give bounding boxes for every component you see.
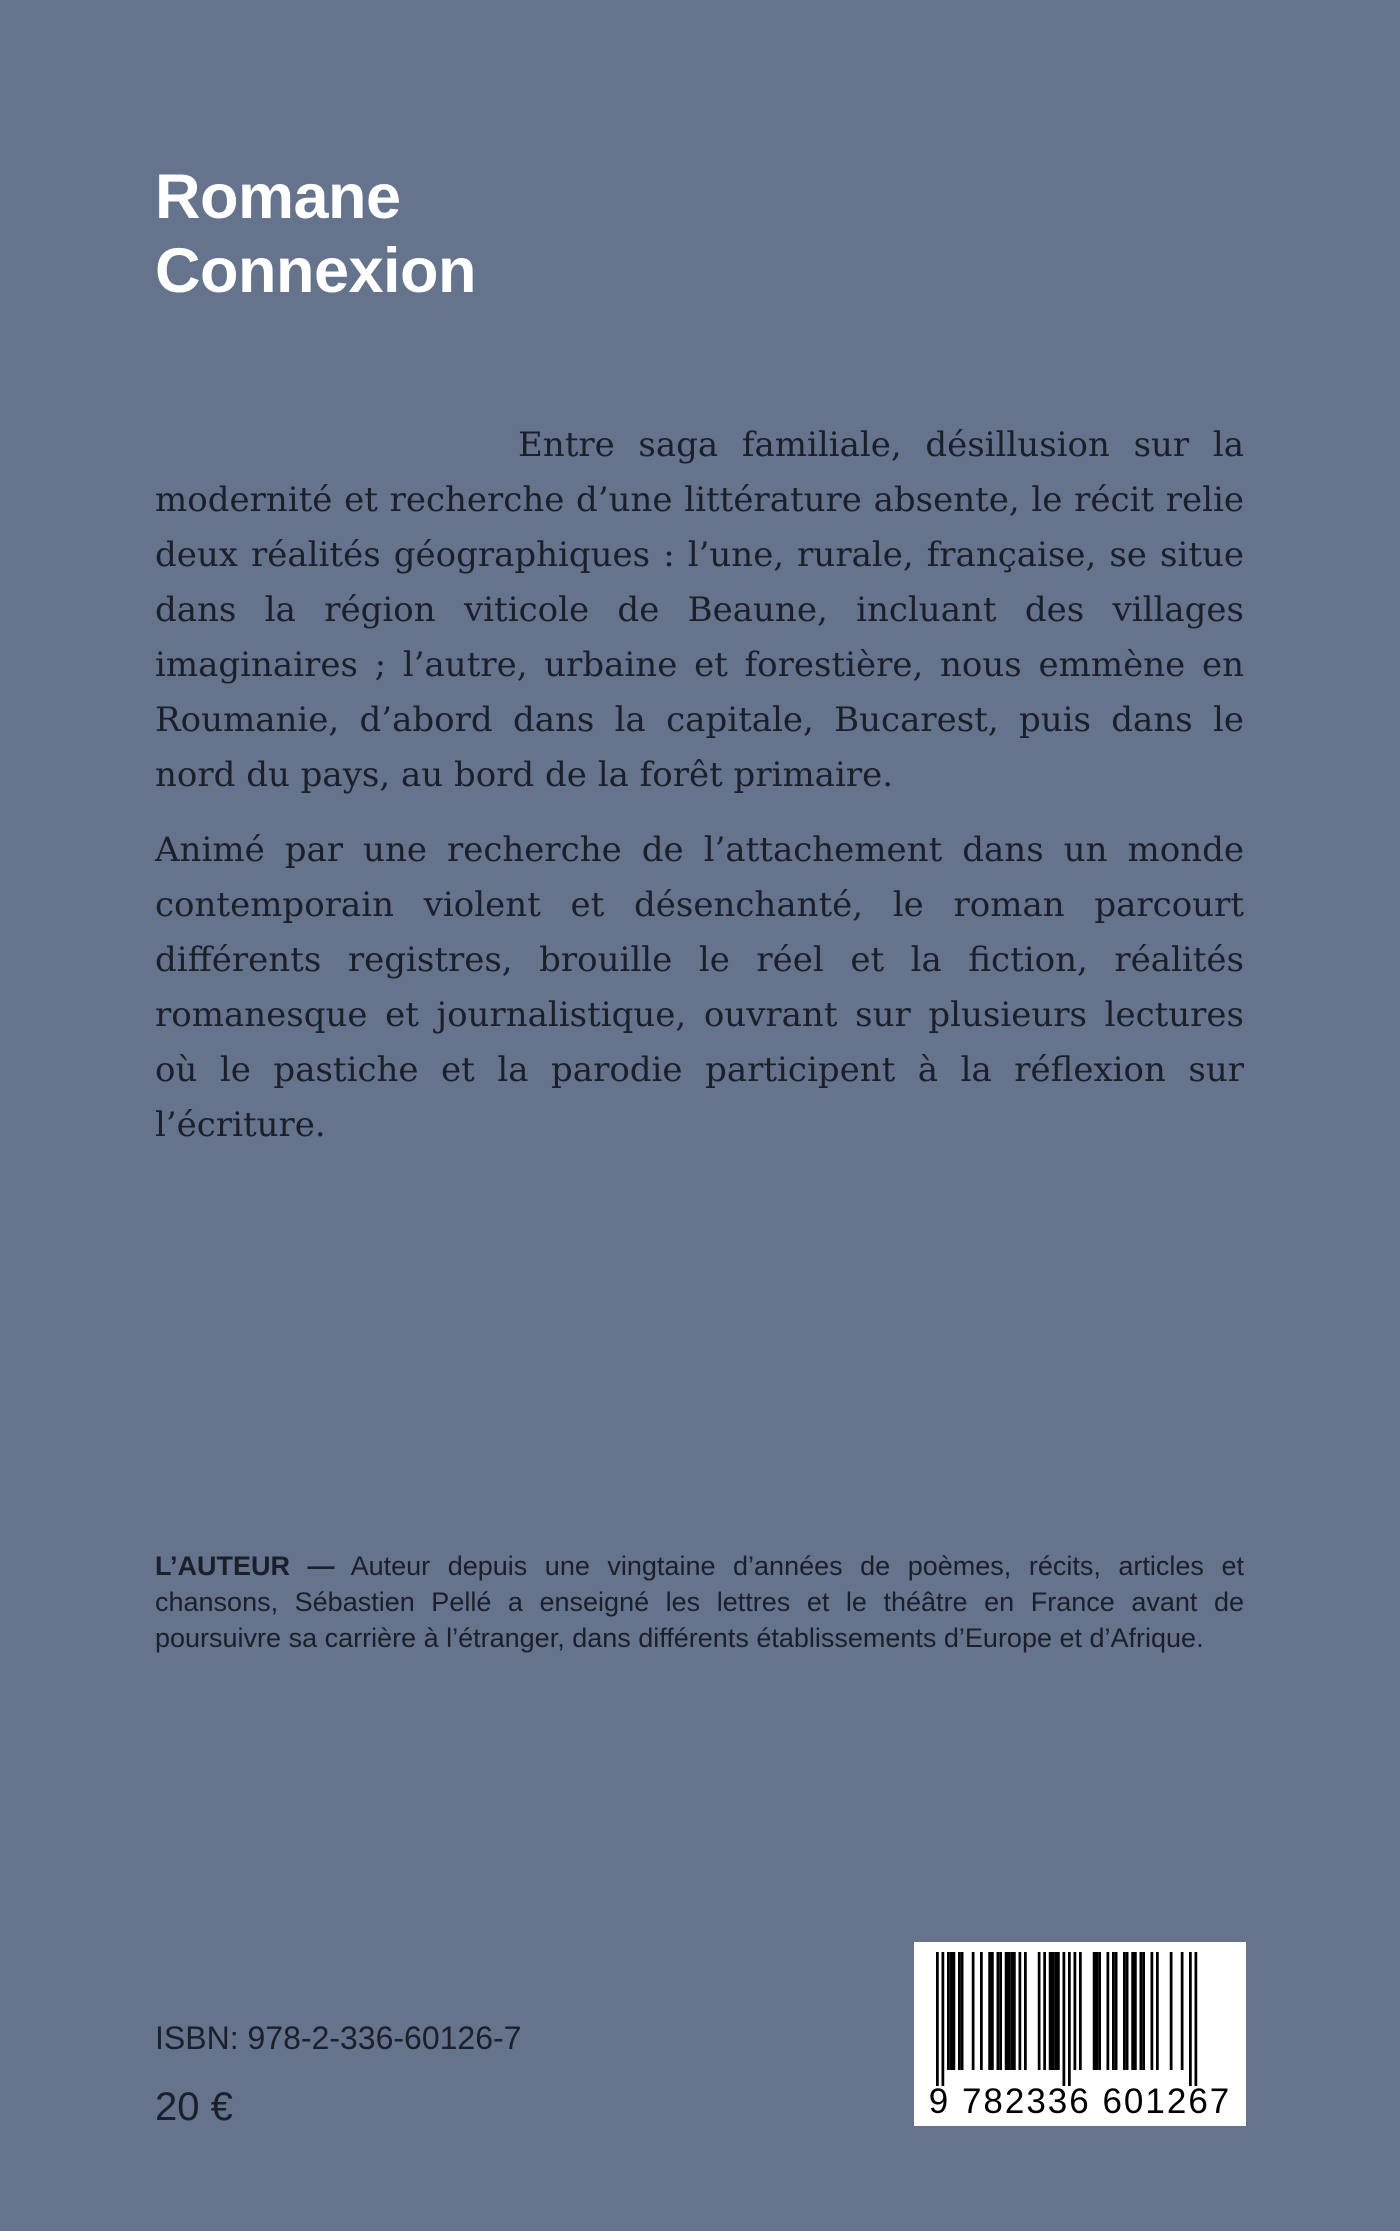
barcode-bar: [1038, 1952, 1041, 2070]
blurb-paragraph-1: Entre saga familiale, désillusion sur la modernité et recherche d’une littérature absente, le récit relie deux réalités géographiques : l’une, rurale, française, se situe dans la région viticole de Beaune, incluant des villages imaginaires ; l’autre, urbaine et forestière, nous emmène en Roumanie, d’abord dans la capitale, Bucarest, puis dans le nord du pays, au bord de la forêt primaire.: [155, 425, 1244, 795]
barcode-bar: [1024, 1952, 1027, 2070]
barcode-bar: [1156, 1952, 1159, 2070]
barcode-bar: [1170, 1952, 1173, 2070]
author-bio-text: Auteur depuis une vingtaine d’années de poèmes, récits, articles et chansons, Sébastien Pellé a enseigné les lettres et le théâtre en France avant de poursuivre sa carrière à l’étranger, dans différents établissements d’Europe et d’Afrique.: [155, 1551, 1244, 1653]
barcode-bar: [1195, 1952, 1198, 2086]
barcode-bar: [1043, 1952, 1046, 2070]
barcode-bar: [1096, 1952, 1099, 2070]
barcode-bar: [1074, 1952, 1077, 2070]
barcode-bar: [997, 1952, 1000, 2070]
barcode-bar: [1126, 1952, 1129, 2070]
barcode-bar: [953, 1952, 956, 2070]
barcode-bar: [1079, 1952, 1082, 2070]
book-title-line-2: Connexion: [155, 236, 476, 306]
barcode-bar: [1068, 1952, 1071, 2086]
barcode-bar: [1057, 1952, 1060, 2070]
barcode-bar: [1019, 1952, 1022, 2070]
isbn-label: ISBN: 978-2-336-60126-7: [155, 2020, 522, 2056]
barcode-bar: [1181, 1952, 1184, 2070]
barcode-bar: [1115, 1952, 1118, 2070]
price-label: 20 €: [155, 2085, 233, 2129]
barcode-bar: [1112, 1952, 1115, 2070]
barcode-bar: [1054, 1952, 1057, 2070]
barcode-bar: [950, 1952, 953, 2070]
barcode-bar: [1134, 1952, 1137, 2070]
barcode-bar: [1189, 1952, 1192, 2086]
author-heading: L’AUTEUR —: [155, 1551, 335, 1581]
barcode-bar: [961, 1952, 964, 2070]
barcode-bar: [1098, 1952, 1101, 2070]
barcode-bar: [1123, 1952, 1126, 2070]
book-title: [155, 160, 476, 308]
barcode-bar: [1013, 1952, 1016, 2070]
barcode-bar: [980, 1952, 983, 2070]
barcode-bar: [1142, 1952, 1145, 2070]
author-bio: [155, 1548, 1244, 1656]
barcode-bar: [1140, 1952, 1143, 2070]
barcode-bar: [942, 1952, 945, 2086]
barcode-bar: [958, 1952, 961, 2070]
barcode-bar: [1063, 1952, 1066, 2086]
barcode-bar: [972, 1952, 975, 2070]
barcode-bar: [1010, 1952, 1013, 2070]
barcode-bar: [1005, 1952, 1008, 2070]
barcode-bar: [947, 1952, 950, 2070]
barcode-bar: [1151, 1952, 1154, 2070]
barcode-bar: [936, 1952, 939, 2086]
barcode-bar: [1093, 1952, 1096, 2070]
barcode-bar: [1052, 1952, 1055, 2070]
blurb: [155, 418, 1244, 1173]
barcode-bar: [1131, 1952, 1134, 2070]
barcode-digits: 9 782336 601267: [928, 2082, 1232, 2121]
barcode-bar: [988, 1952, 991, 2070]
barcode-bar: [1107, 1952, 1110, 2070]
barcode-bar: [991, 1952, 994, 2070]
barcode-bar: [1008, 1952, 1011, 2070]
book-title-line-1: Romane: [155, 162, 401, 232]
barcode-bar: [999, 1952, 1002, 2070]
barcode-bar: [1049, 1952, 1052, 2070]
barcode: [914, 1942, 1246, 2126]
blurb-paragraph-2: Animé par une recherche de l’attachement dans un monde contemporain violent et désenchanté, le roman parcourt différents registres, brouille le réel et la fiction, réalités romanesque et journalistique, ouvrant sur plusieurs lectures où le pastiche et la parodie participent à la réflexion sur l’écriture.: [155, 830, 1244, 1145]
